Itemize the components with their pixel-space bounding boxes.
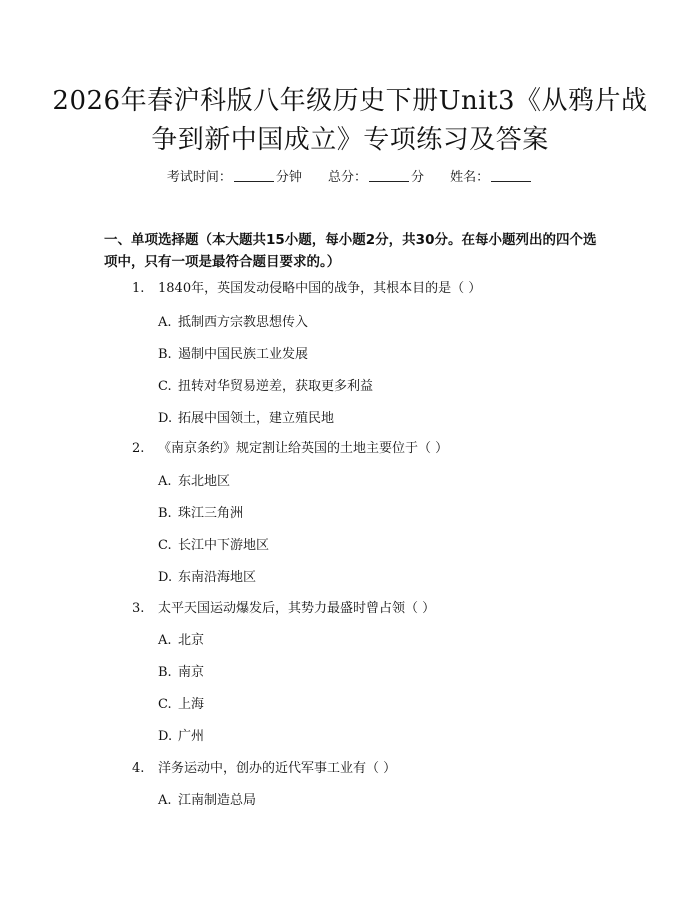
option-letter: C.: [158, 538, 172, 553]
total-score-label: 总分：: [327, 170, 367, 185]
option-letter: B.: [158, 506, 172, 521]
option-text: 遏制中国民族工业发展: [178, 347, 309, 362]
question: [132, 440, 448, 458]
option-text: 上海: [178, 697, 205, 712]
option-letter: D.: [158, 570, 173, 585]
section-heading: 一、单项选择题（本大题共15小题，每小题2分，共30分。在每小题列出的四个选项中，只有一项是最符合题目要求的。）: [104, 232, 597, 270]
answer-option: [158, 632, 204, 650]
option-letter: A.: [158, 474, 172, 489]
student-name: [450, 170, 533, 185]
option-letter: C.: [158, 697, 172, 712]
question: [132, 600, 435, 618]
option-text: 江南制造总局: [178, 793, 257, 808]
answer-option: [158, 346, 308, 364]
document-title: 2026年春沪科版八年级历史下册Unit3《从鸦片战争到新中国成立》专项练习及答案: [52, 86, 648, 155]
option-text: 南京: [178, 665, 205, 680]
exam-time: [167, 170, 306, 185]
total-score-blank: [369, 169, 409, 182]
option-text: 广州: [178, 729, 205, 744]
exam-info-line: [0, 168, 700, 188]
answer-option: [158, 728, 204, 746]
question-text: 1840年，英国发动侵略中国的战争，其根本目的是（ ）: [158, 281, 482, 296]
answer-option: [158, 378, 373, 396]
total-score: [328, 170, 428, 185]
exam-time-label: 考试时间：: [166, 170, 232, 185]
question-number: 3.: [132, 601, 145, 616]
option-text: 东南沿海地区: [178, 570, 257, 585]
question-text: 洋务运动中，创办的近代军事工业有（ ）: [158, 761, 397, 776]
answer-option: [158, 569, 256, 587]
answer-option: [158, 537, 269, 555]
answer-option: [158, 505, 243, 523]
option-letter: B.: [158, 347, 172, 362]
answer-option: [158, 410, 334, 428]
question-text: 太平天国运动爆发后，其势力最盛时曾占领（ ）: [158, 601, 436, 616]
option-text: 扭转对华贸易逆差，获取更多利益: [178, 379, 374, 394]
exam-time-unit: 分钟: [275, 170, 302, 185]
answer-option: [158, 664, 204, 682]
option-text: 东北地区: [178, 474, 231, 489]
option-text: 珠江三角洲: [178, 506, 244, 521]
option-text: 北京: [178, 633, 205, 648]
question-number: 4.: [132, 761, 145, 776]
answer-option: [158, 314, 308, 332]
question-number: 1.: [132, 281, 145, 296]
total-score-unit: 分: [411, 170, 425, 185]
student-name-blank: [491, 169, 531, 182]
option-letter: D.: [158, 411, 173, 426]
option-text: 抵制西方宗教思想传入: [178, 315, 309, 330]
student-name-label: 姓名：: [450, 170, 490, 185]
exam-time-blank: [234, 169, 274, 182]
option-letter: A.: [158, 633, 172, 648]
answer-option: [158, 792, 256, 810]
question-number: 2.: [132, 441, 145, 456]
answer-option: [158, 696, 204, 714]
option-letter: A.: [158, 793, 172, 808]
answer-option: [158, 473, 230, 491]
option-letter: D.: [158, 729, 173, 744]
option-letter: A.: [158, 315, 172, 330]
question-text: 《南京条约》规定割让给英国的土地主要位于（ ）: [158, 441, 449, 456]
question: [132, 280, 481, 298]
option-letter: C.: [158, 379, 172, 394]
option-text: 长江中下游地区: [178, 538, 270, 553]
option-letter: B.: [158, 665, 172, 680]
question: [132, 760, 396, 778]
option-text: 拓展中国领土，建立殖民地: [178, 411, 335, 426]
